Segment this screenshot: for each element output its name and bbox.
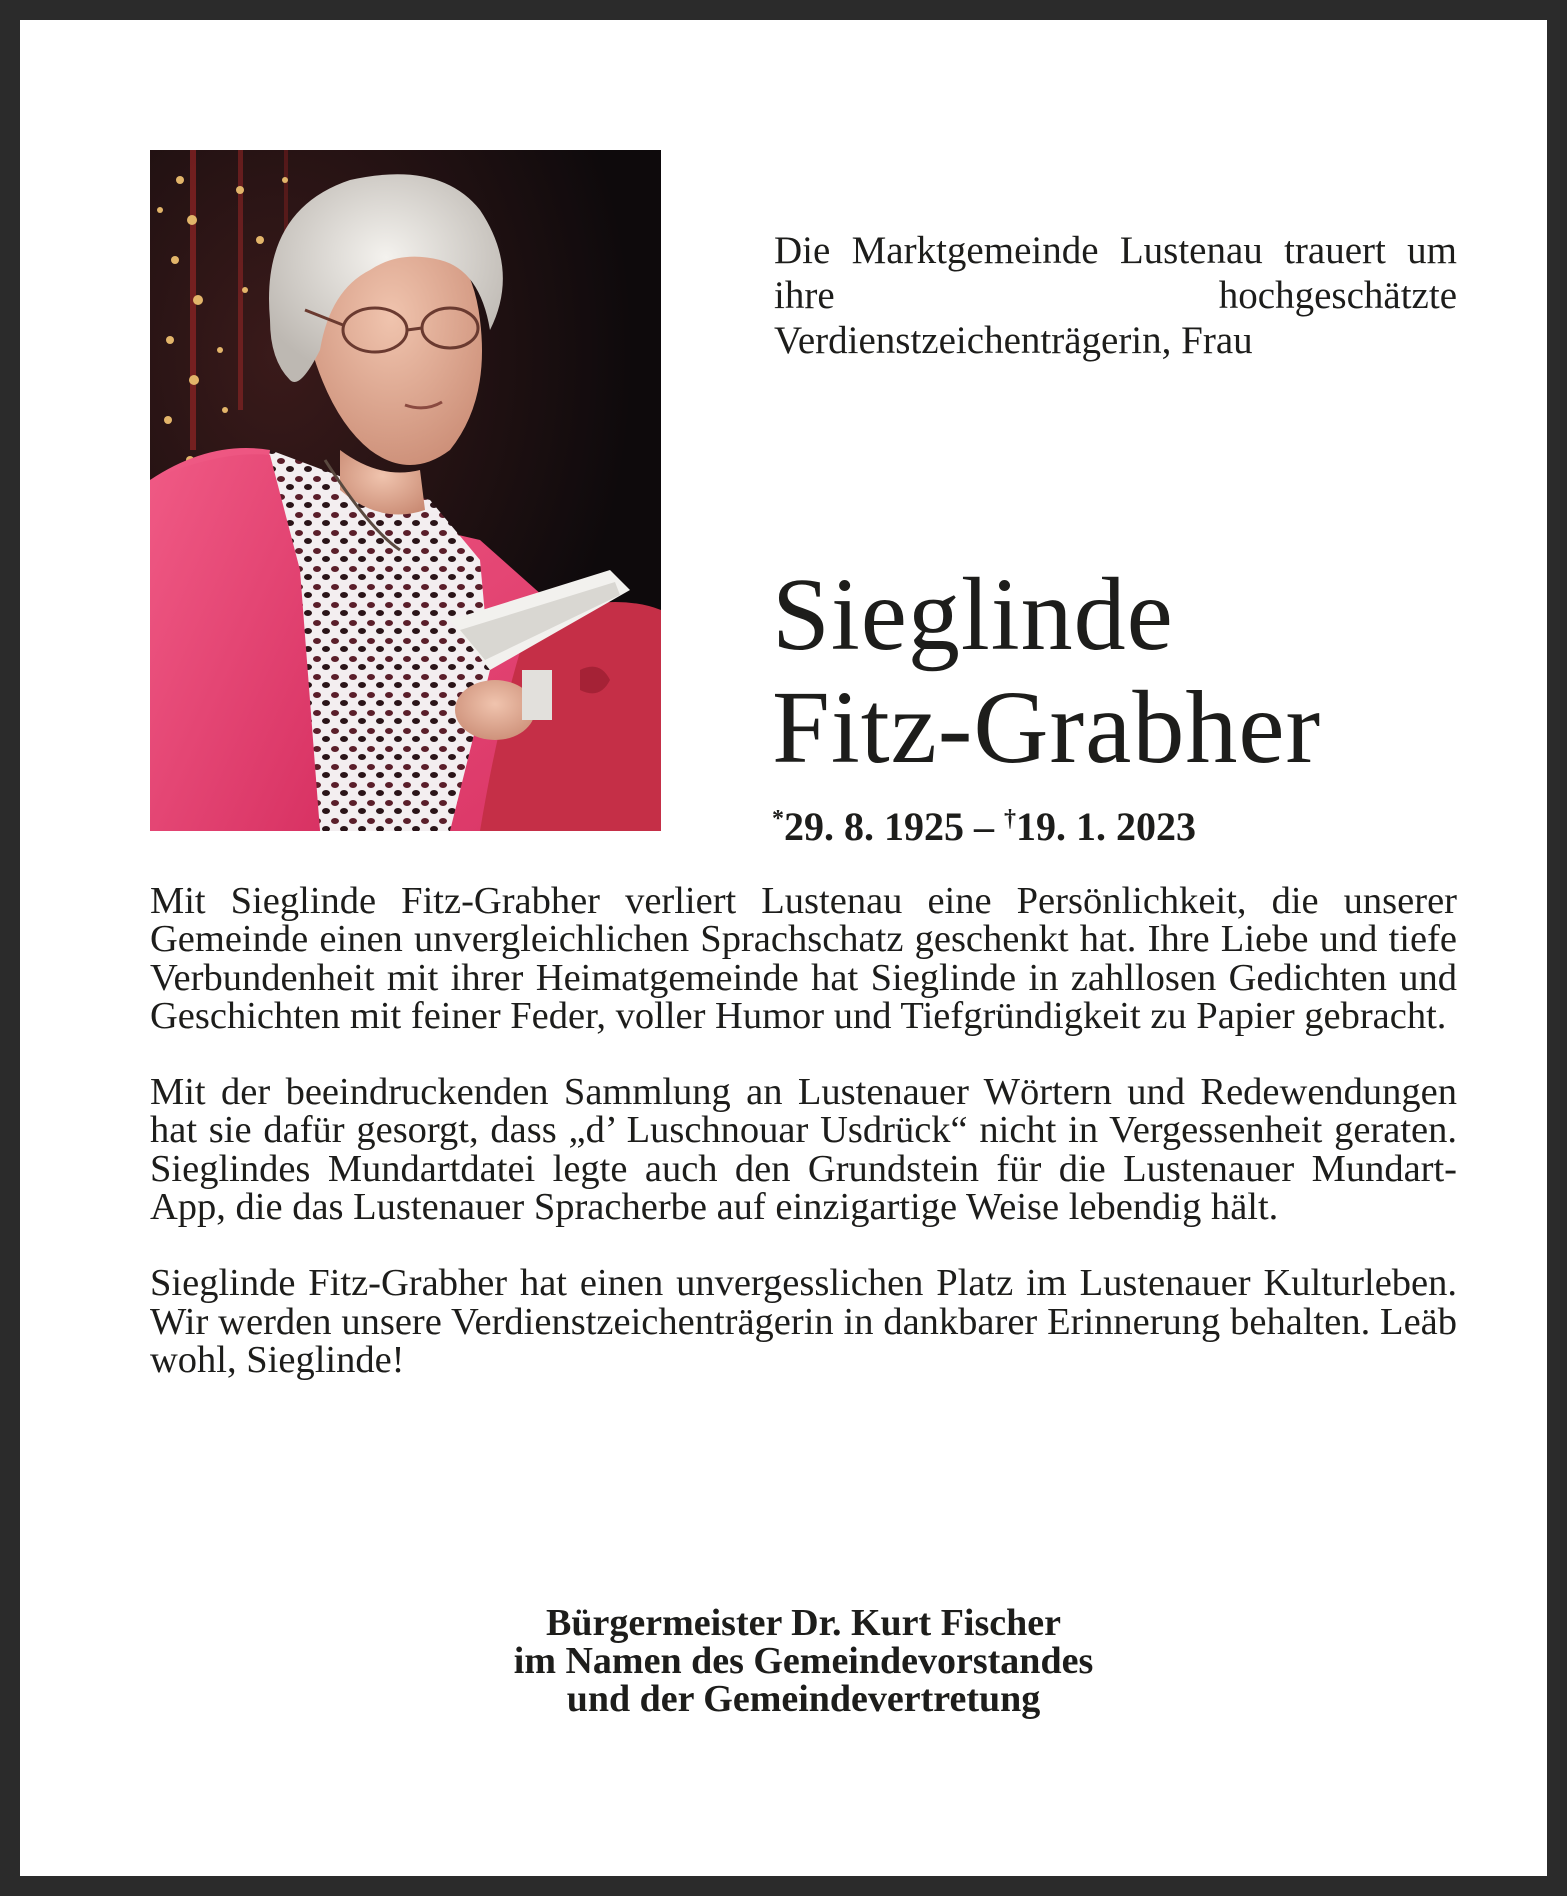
portrait-illustration bbox=[150, 150, 661, 831]
life-dates bbox=[772, 794, 1196, 852]
birth-symbol: * bbox=[772, 806, 784, 832]
body-paragraph: Mit der beeindruckenden Sammlung an Lustenauer Wörtern und Redewendungen hat sie dafür gesorgt, dass „d’ Luschnouar Usdrück“ nicht in Vergessenheit geraten. Sieglindes Mundartdatei legte auch den Grundstein für die Lustenauer Mundart-App, die das Lustenauer Spracherbe auf einzigartige Weise lebendig hält. bbox=[150, 1071, 1457, 1229]
portrait-photo bbox=[150, 150, 661, 831]
signature-line: im Namen des Gemeindevorstandes bbox=[513, 1640, 1094, 1682]
death-date: 19. 1. 2023 bbox=[1016, 804, 1196, 849]
first-name: Sieglinde bbox=[772, 557, 1174, 672]
signature-block bbox=[150, 1604, 1457, 1718]
last-name: Fitz-Grabher bbox=[772, 670, 1322, 785]
signature-line: und der Gemeindevertretung bbox=[566, 1678, 1041, 1720]
deceased-name bbox=[772, 558, 1321, 784]
death-symbol: † bbox=[1004, 806, 1016, 832]
body-paragraph: Sieglinde Fitz-Grabher hat einen unvergesslichen Platz im Lustenauer Kulturleben. Wir werden unsere Verdienstzeichenträgerin in dankbarer Erinnerung behalten. Leäb wohl, Sieglinde! bbox=[150, 1262, 1457, 1381]
intro-text: Die Marktgemeinde Lustenau trauert um ihre hochgeschätzte Verdienstzeichenträgerin, Frau bbox=[774, 229, 1457, 362]
body-paragraph: Mit Sieglinde Fitz-Grabher verliert Lustenau eine Persönlichkeit, die unserer Gemeinde einen unvergleichlichen Sprachschatz geschenkt hat. Ihre Liebe und tiefe Verbundenheit mit ihrer Heimatgemeinde hat Sieglinde in zahllosen Gedichten und Geschichten mit feiner Feder, voller Humor und Tiefgründigkeit zu Papier gebracht. bbox=[150, 880, 1457, 1037]
birth-date: 29. 8. 1925 bbox=[784, 804, 964, 849]
obituary-body bbox=[150, 882, 1457, 1417]
date-separator: – bbox=[964, 804, 1004, 849]
signature-line: Bürgermeister Dr. Kurt Fischer bbox=[546, 1602, 1061, 1644]
